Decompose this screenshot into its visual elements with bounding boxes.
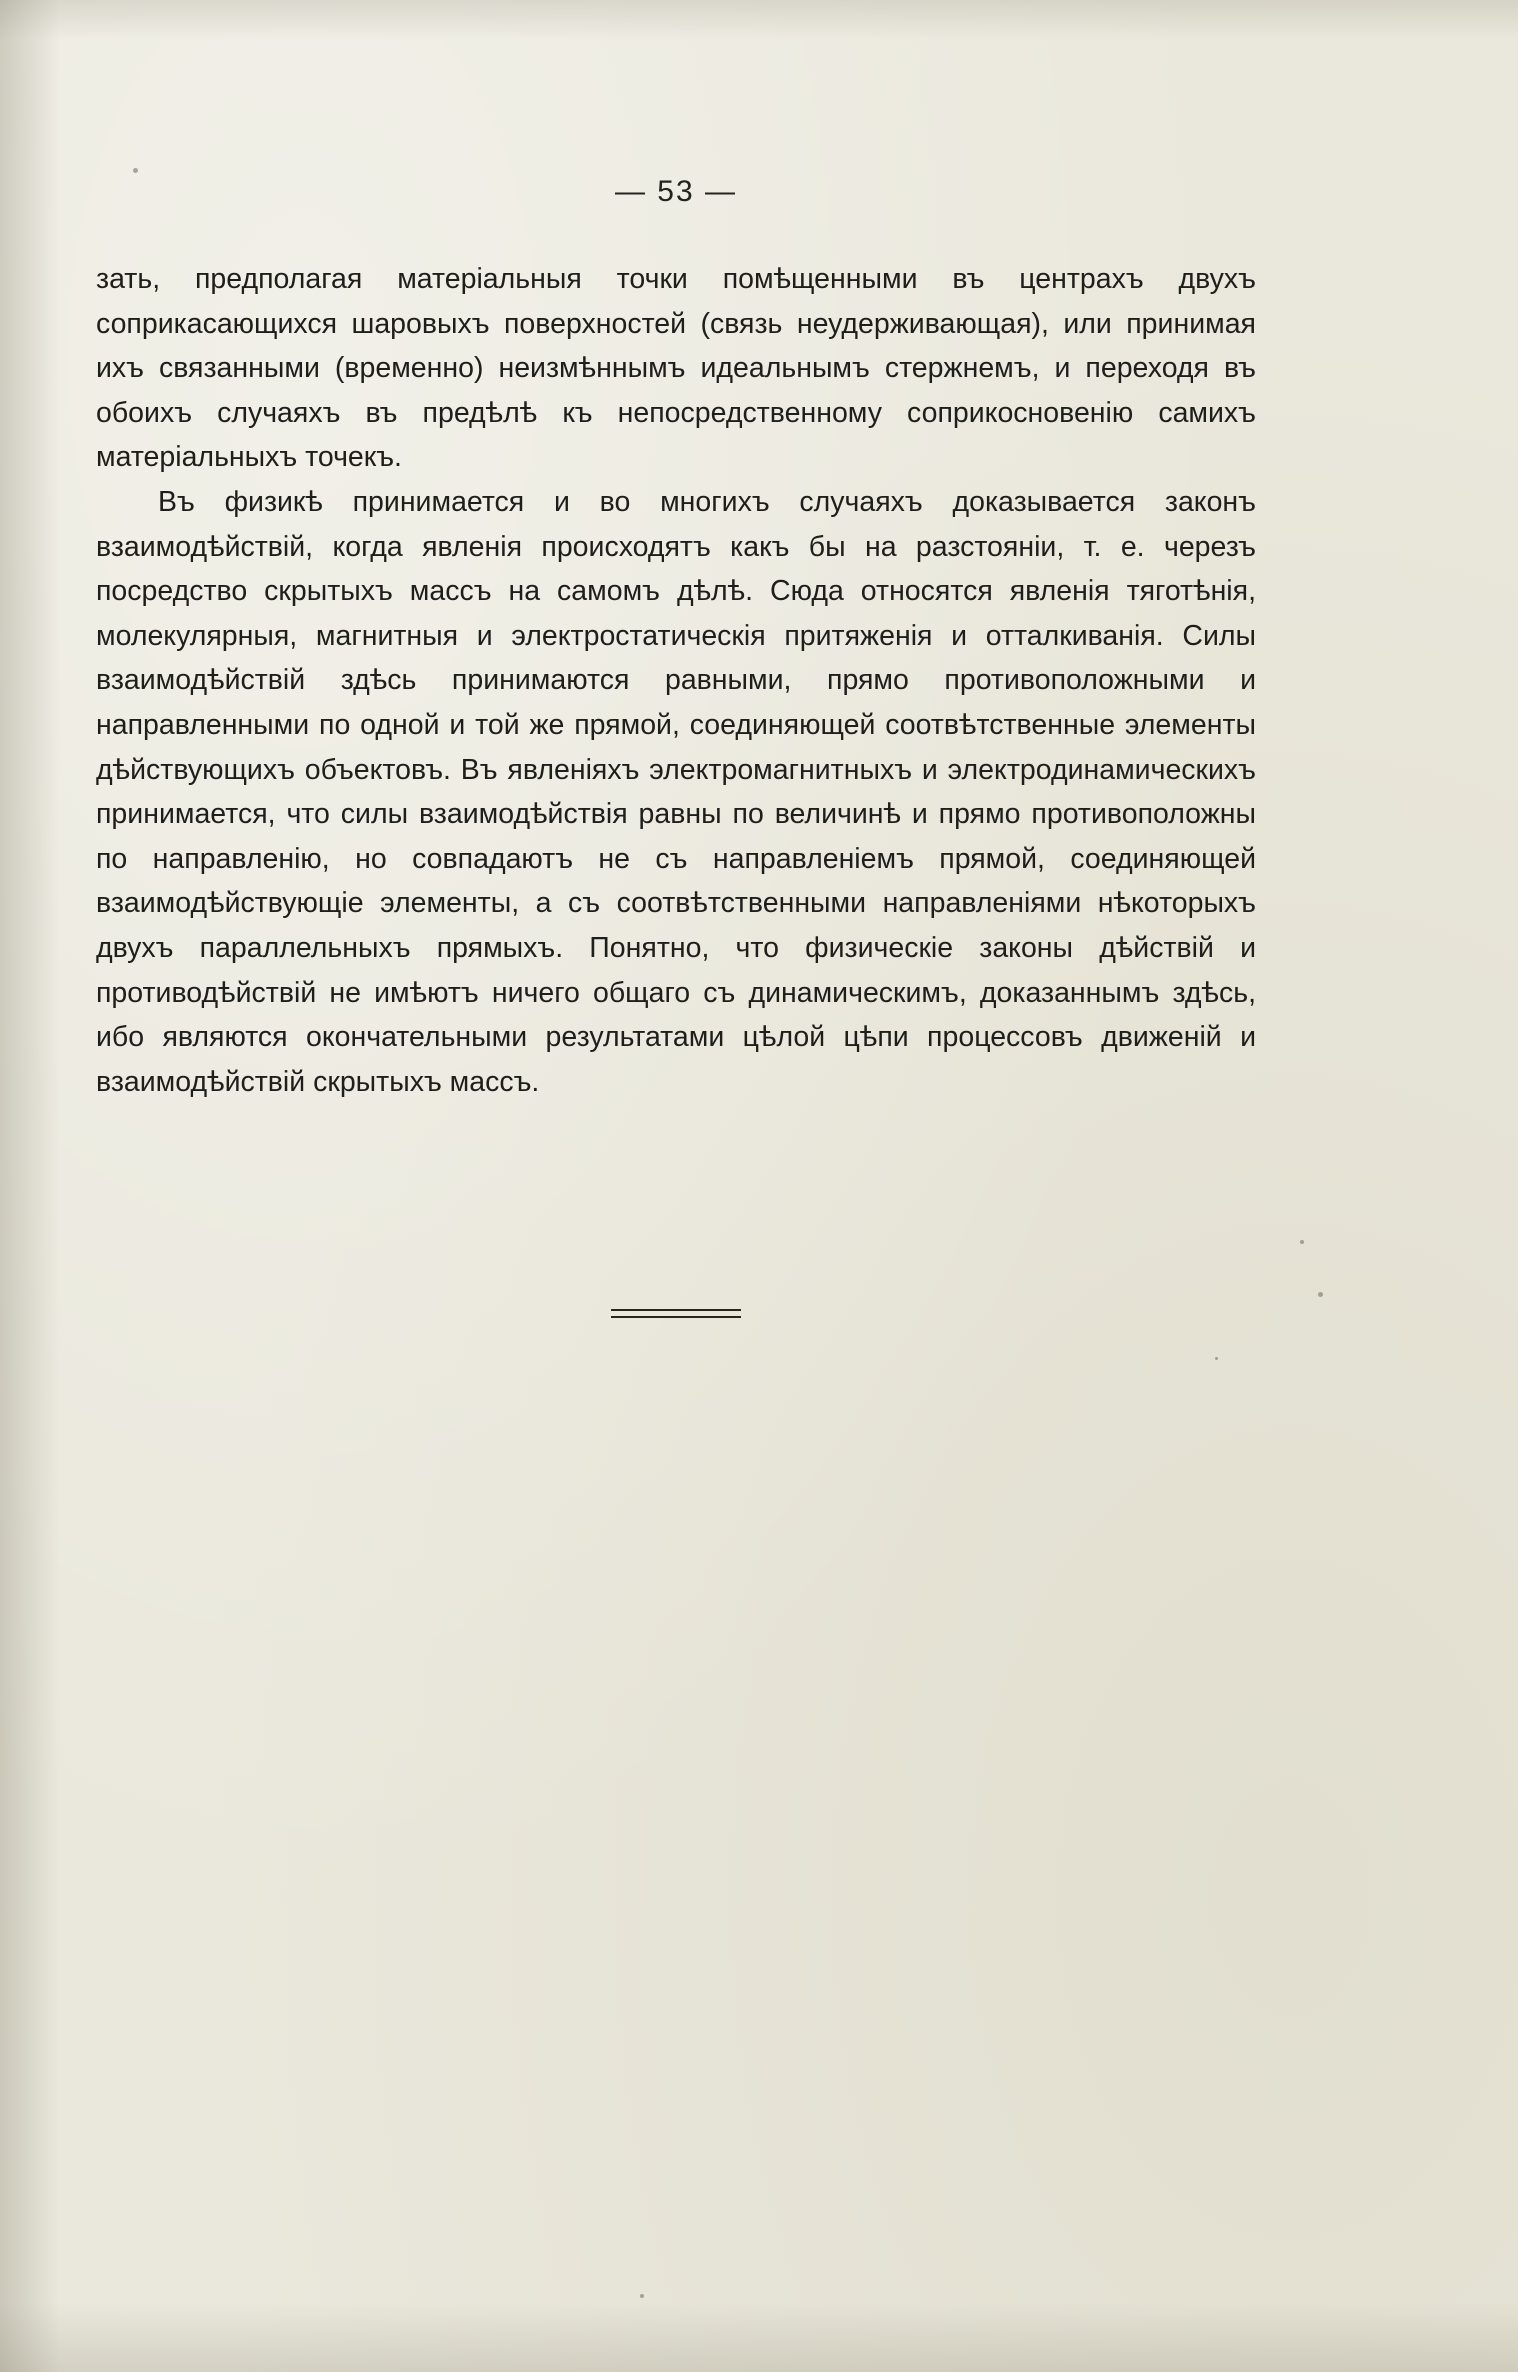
double-rule-divider (611, 1309, 741, 1319)
page-edge-shading-bottom (0, 2302, 1518, 2372)
body-text (96, 257, 1256, 1104)
paper-speck (1318, 1292, 1323, 1297)
paragraph: зать, предполагая матеріальныя точки помѣщенными въ центрахъ двухъ соприкасающихся шаровыхъ поверхностей (связь неудерживающая), или принимая ихъ связанными (временно) неизмѣннымъ идеальнымъ стержнемъ, и переходя въ обоихъ случаяхъ въ предѣлѣ къ непосредственному соприкосновенію самихъ матеріальныхъ точекъ. (96, 263, 1256, 474)
paragraph: Въ физикѣ принимается и во многихъ случаяхъ доказывается законъ взаимодѣйствій, когда явленія происходятъ какъ бы на разстояніи, т. е. черезъ посредство скрытыхъ массъ на самомъ дѣлѣ. Сюда относятся явленія тяготѣнія, молекулярныя, магнитныя и электростатическія притяженія и отталкиванія. Силы взаимодѣйствій здѣсь принимаются равными, прямо противоположными и направленными по одной и той же прямой, соединяющей соотвѣтственные элементы дѣйствующихъ объектовъ. Въ явленіяхъ электромагнитныхъ и электродинамическихъ принимается, что силы взаимодѣйствія равны по величинѣ и прямо противоположны по направленію, но совпадаютъ не съ направленіемъ прямой, соединяющей взаимодѣйствующіе элементы, а съ соотвѣтственными направленіями нѣкоторыхъ двухъ параллельныхъ прямыхъ. Понятно, что физическіе законы дѣйствій и противодѣйствій не имѣютъ ничего общаго съ динамическимъ, доказаннымъ здѣсь, ибо являются окончательными результатами цѣлой цѣпи процессовъ движеній и взаимодѣйствій скрытыхъ массъ. (96, 485, 1256, 1098)
paper-speck (1215, 1357, 1218, 1360)
divider-rule-upper (611, 1309, 741, 1311)
page-number: — 53 — (614, 175, 738, 208)
text-column (96, 0, 1256, 1319)
paper-speck (1300, 1240, 1304, 1244)
page-edge-shading-left (0, 0, 60, 2372)
paper-speck (640, 2294, 644, 2298)
divider-rule-lower (611, 1316, 741, 1318)
